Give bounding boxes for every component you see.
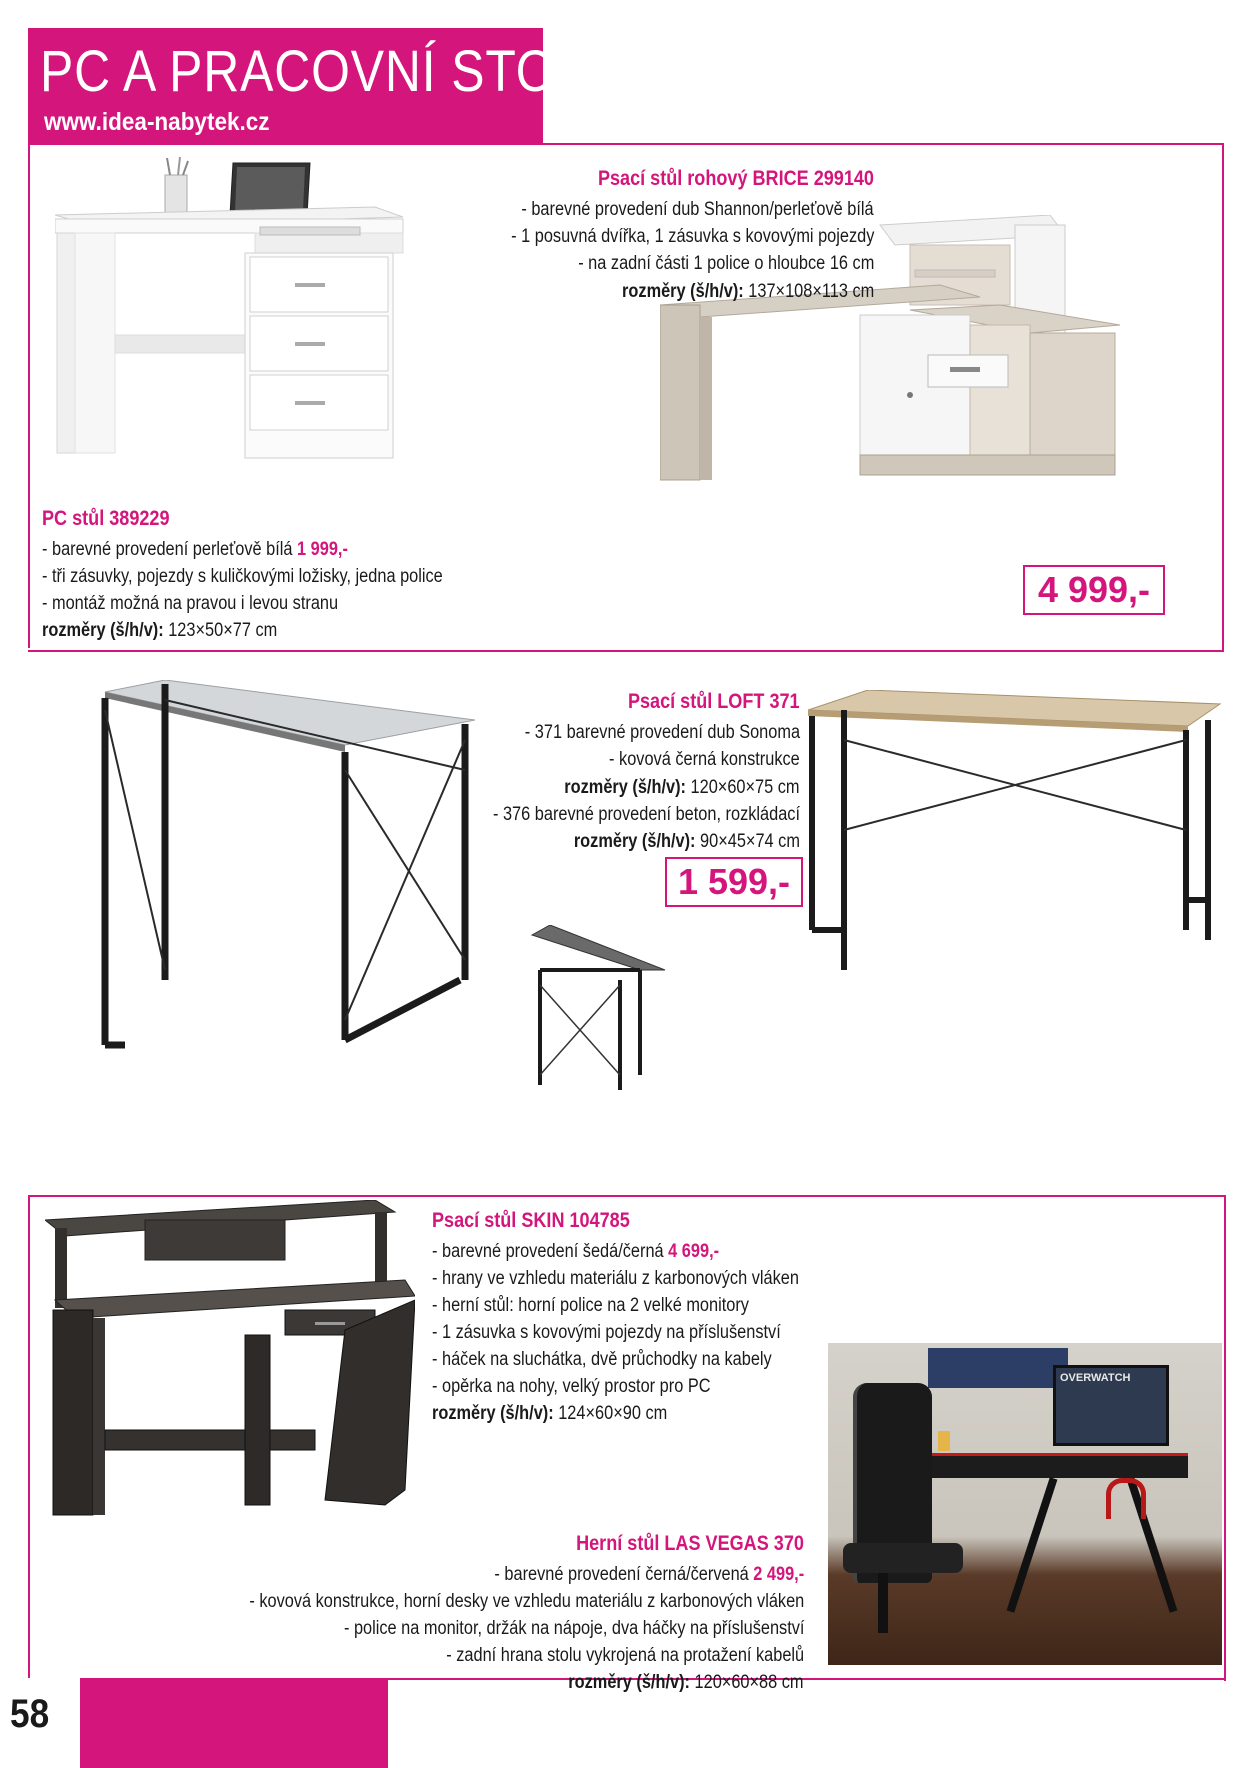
loft-dims-1 <box>565 774 800 801</box>
loft-dims-2 <box>574 828 800 855</box>
pc389229-dims <box>42 617 277 644</box>
pc389229-line-1 <box>42 536 348 563</box>
skin-price: 4 699,- <box>668 1241 720 1262</box>
loft-376-desk-image <box>95 680 475 1060</box>
skin-line-6: - opěrka na nohy, velký prostor pro PC <box>432 1376 711 1397</box>
loft-dims-1-label: rozměry (š/h/v): <box>564 777 687 798</box>
skin-name: Psací stůl SKIN 104785 <box>432 1209 630 1232</box>
pc389229-price: 1 999,- <box>297 539 348 560</box>
chair-seat <box>843 1543 963 1573</box>
las-vegas-photo <box>828 1343 1222 1665</box>
loft-line-3: - 376 barevné provedení beton, rozkládací <box>492 804 800 825</box>
skin-line-3: - herní stůl: horní police na 2 velké monitory <box>432 1295 749 1316</box>
monitor <box>1053 1365 1169 1446</box>
brice-dims-label: rozměry (š/h/v): <box>621 281 744 302</box>
brice-name: Psací stůl rohový BRICE 299140 <box>597 167 874 190</box>
lasvegas-line-2: - kovová konstrukce, horní desky ve vzhledu materiálu z karbonových vláken <box>249 1591 804 1612</box>
lasvegas-line-1 <box>494 1561 804 1588</box>
monitor-text: OVERWATCH <box>1060 1372 1131 1384</box>
loft-price: 1 599,- <box>665 857 803 907</box>
lasvegas-line-3: - police na monitor, držák na nápoje, dva háčky na příslušenství <box>343 1618 804 1639</box>
brice-dims-value: 137×108×113 cm <box>748 281 874 302</box>
loft-name: Psací stůl LOFT 371 <box>628 690 800 713</box>
chair-base <box>878 1573 888 1633</box>
loft-line-1: - 371 barevné provedení dub Sonoma <box>524 722 800 743</box>
lasvegas-dims <box>569 1669 804 1696</box>
loft-376-folded-image <box>530 925 670 1100</box>
desk-top <box>918 1453 1188 1478</box>
skin-line-2: - hrany ve vzhledu materiálu z karbonových vláken <box>432 1268 799 1289</box>
headphones <box>1106 1478 1146 1519</box>
skin-line-4: - 1 zásuvka s kovovými pojezdy na příslušenství <box>432 1322 781 1343</box>
pc389229-name: PC stůl 389229 <box>42 507 170 530</box>
page-title: PC A PRACOVNÍ STOLY <box>40 39 615 104</box>
cup <box>938 1431 950 1451</box>
loft-line-2: - kovová černá konstrukce <box>609 749 800 770</box>
skin-line-1-text: - barevné provedení šedá/černá <box>432 1241 669 1262</box>
brice-line-1: - barevné provedení dub Shannon/perleťově bílá <box>521 199 874 220</box>
skin-dims <box>432 1400 667 1427</box>
skin-dims-value: 124×60×90 cm <box>558 1403 668 1424</box>
pc389229-line-3: - montáž možná na pravou i levou stranu <box>42 593 339 614</box>
lasvegas-price: 2 499,- <box>753 1564 804 1585</box>
wall-poster <box>928 1348 1068 1388</box>
lasvegas-line-4: - zadní hrana stolu vykrojená na protažení kabelů <box>446 1645 804 1666</box>
loft-dims-2-label: rozměry (š/h/v): <box>573 831 696 852</box>
skin-line-1 <box>432 1238 719 1265</box>
lasvegas-dims-value: 120×60×88 cm <box>694 1672 804 1693</box>
pc389229-dims-label: rozměry (š/h/v): <box>42 620 164 641</box>
section-top-leftline <box>28 143 30 648</box>
skin-line-5: - háček na sluchátka, dvě průchodky na kabely <box>432 1349 772 1370</box>
pc389229-line-2: - tři zásuvky, pojezdy s kuličkovými ložisky, jedna police <box>42 566 443 587</box>
page-number: 58 <box>10 1692 50 1736</box>
pc389229-dims-value: 123×50×77 cm <box>168 620 278 641</box>
loft-dims-2-value: 90×45×74 cm <box>700 831 800 852</box>
brice-price: 4 999,- <box>1023 565 1165 615</box>
pc389229-line-1-text: - barevné provedení perleťově bílá <box>42 539 298 560</box>
section-bottom-bottomline <box>388 1678 1224 1680</box>
brice-line-3: - na zadní části 1 police o hloubce 16 cm <box>577 253 874 274</box>
skin-dims-label: rozměry (š/h/v): <box>432 1403 554 1424</box>
pc-desk-389229-image <box>55 155 415 470</box>
desk-leg-left <box>1007 1477 1058 1613</box>
brice-dims <box>622 278 874 305</box>
website-link[interactable]: www.idea-nabytek.cz <box>44 108 270 136</box>
loft-dims-1-value: 120×60×75 cm <box>690 777 800 798</box>
lasvegas-dims-label: rozměry (š/h/v): <box>568 1672 691 1693</box>
lasvegas-line-1-text: - barevné provedení černá/červená <box>494 1564 754 1585</box>
skin-desk-image <box>45 1200 415 1520</box>
lasvegas-name: Herní stůl LAS VEGAS 370 <box>576 1532 804 1555</box>
brice-line-2: - 1 posuvná dvířka, 1 zásuvka s kovovými pojezdy <box>510 226 874 247</box>
loft-371-desk-image <box>808 690 1228 980</box>
